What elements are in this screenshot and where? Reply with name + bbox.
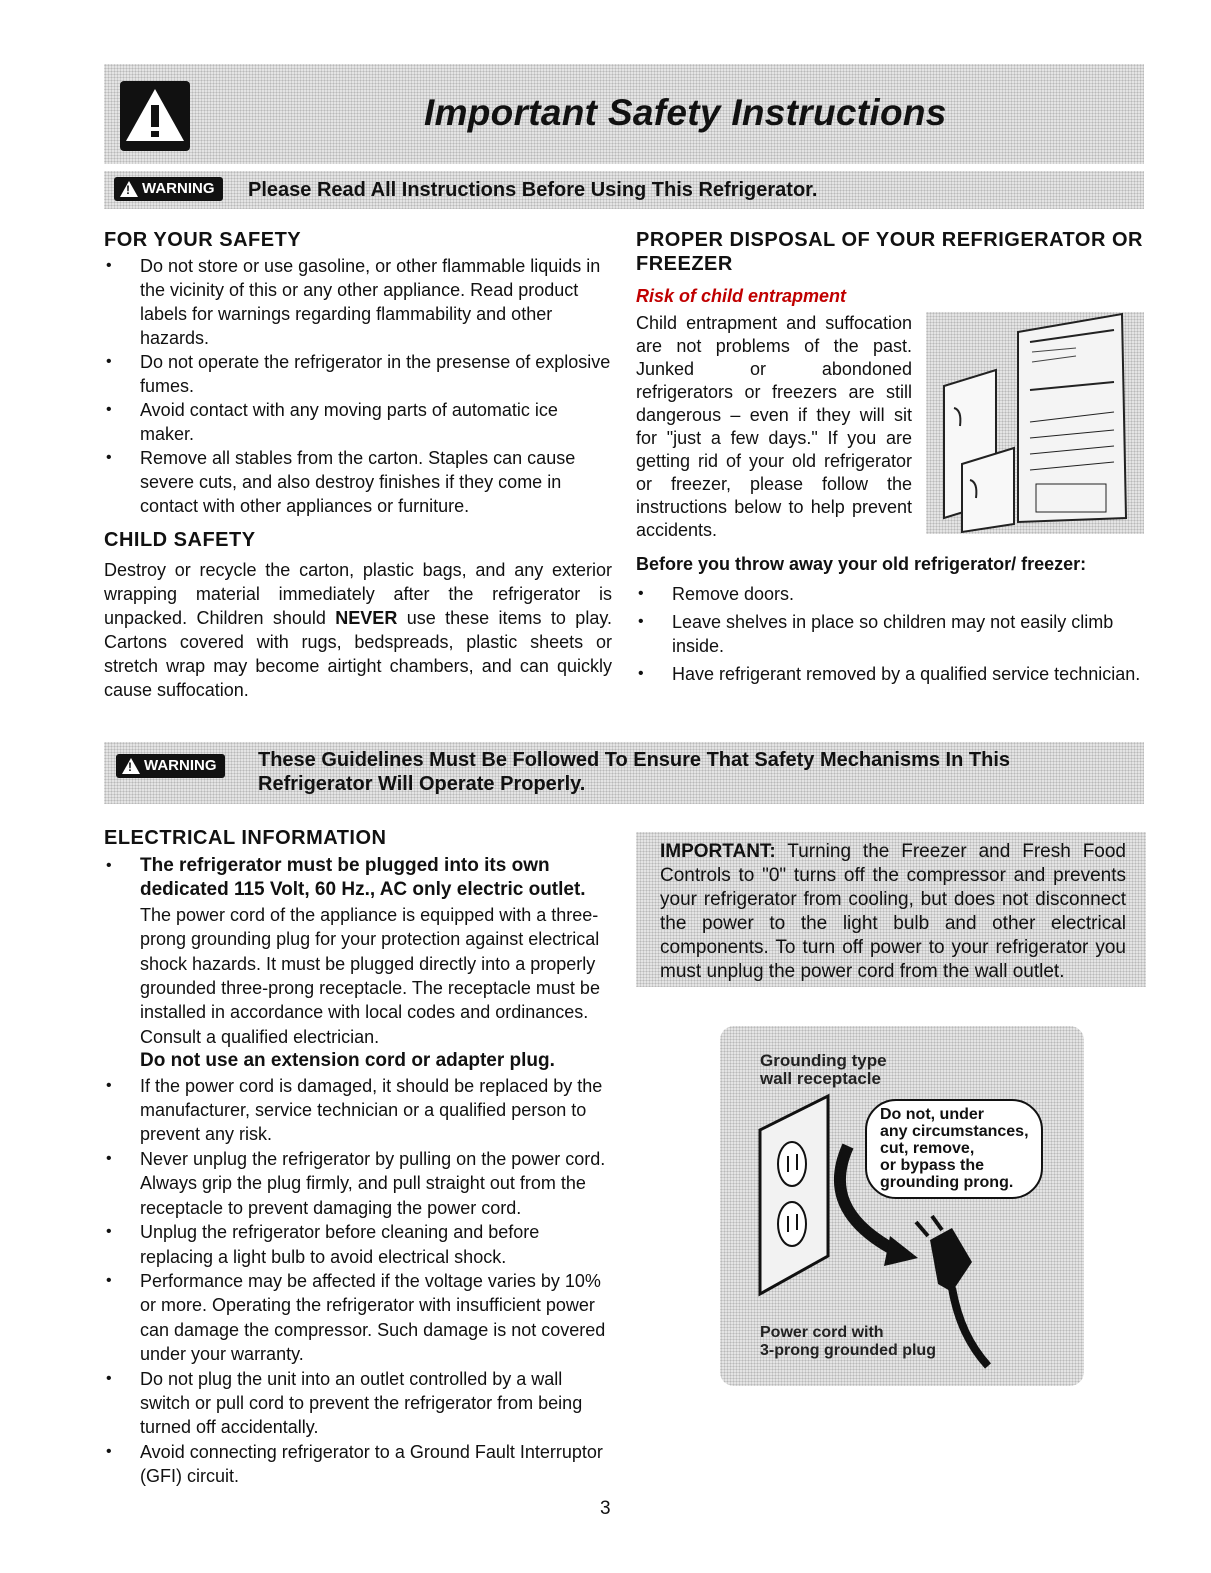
list-item: • Performance may be affected if the voltage varies by 10% or more. Operating the refrigerator with insufficient power can damage the compressor. Such damage is not covered under your warranty.: [104, 1269, 612, 1367]
electrical-list: [104, 854, 612, 1489]
refrigerator-illustration: [926, 312, 1144, 534]
list-item: • Avoid contact with any moving parts of automatic ice maker.: [104, 398, 612, 446]
power-cord-label: Power cord with 3-prong grounded plug: [760, 1324, 936, 1359]
disposal-list: [636, 582, 1144, 686]
important-notice-text: IMPORTANT: Turning the Freezer and Fresh Food Controls to "0" turns off the compressor and prevents your refrigerator from cooling, but does not disconnect the power to the light bulb and other electrical components. To turn off power to your refrigerator you must unplug the power cord from the wall outlet.: [660, 841, 1126, 982]
open-refrigerator-image: [926, 312, 1144, 534]
subheading-before-throw-away: Before you throw away your old refrigerator/ freezer:: [636, 554, 1087, 574]
safety-list: [104, 254, 612, 518]
warning-banner-text: Please Read All Instructions Before Using This Refrigerator.: [248, 179, 818, 201]
list-item: • Leave shelves in place so children may not easily climb inside.: [636, 610, 1144, 658]
warning-triangle-icon: [120, 81, 190, 151]
list-item: • If the power cord is damaged, it should be replaced by the manufacturer, service technician or a qualified person to prevent any risk.: [104, 1074, 612, 1147]
list-item: • Do not plug the unit into an outlet controlled by a wall switch or pull cord to prevent the refrigerator from being turned off accidentally.: [104, 1367, 612, 1440]
grounding-prong-warning-callout: Do not, under any circumstances, cut, remove, or bypass the grounding prong.: [880, 1106, 1029, 1191]
disposal-paragraph: Child entrapment and suffocation are not problems of the past. Junked or abondoned refrigerators or freezers are still dangerous – even if they will sit for "just a few days." If you are getting rid of your old refrigerator or freezer, please follow the instructions below to help prevent accidents.: [636, 313, 912, 540]
list-item: • Do not operate the refrigerator in the presense of explosive fumes.: [104, 350, 612, 398]
warning-triangle-icon: [120, 181, 138, 197]
warning-badge: ! WARNING: [116, 754, 225, 778]
warning-banner-read-instructions: [104, 171, 1144, 209]
important-notice-box: [636, 832, 1146, 987]
list-item: • Remove all stables from the carton. Staples can cause severe cuts, and also destroy finishes if they come in contact with other appliances or furniture.: [104, 446, 612, 518]
page-title: Important Safety Instructions: [424, 92, 947, 133]
subheading-risk-child-entrapment: Risk of child entrapment: [636, 286, 847, 306]
list-item: • Have refrigerant removed by a qualified service technician.: [636, 662, 1144, 686]
section-heading-electrical-information: ELECTRICAL INFORMATION: [104, 827, 387, 849]
warning-badge: ! WARNING: [114, 177, 223, 201]
section-heading-proper-disposal: PROPER DISPOSAL OF YOUR REFRIGERATOR OR FREEZER: [636, 229, 1143, 275]
right-column-disposal: [636, 228, 1144, 686]
list-item: • Unplug the refrigerator before cleaning and before replacing a light bulb to avoid electrical shock.: [104, 1220, 612, 1269]
list-item: • Never unplug the refrigerator by pulling on the power cord. Always grip the plug firmly, and pull straight out from the receptacle to prevent damaging the power cord.: [104, 1147, 612, 1220]
list-item: • Avoid connecting refrigerator to a Ground Fault Interruptor (GFI) circuit.: [104, 1440, 612, 1489]
warning-banner-text: These Guidelines Must Be Followed To Ensure That Safety Mechanisms In This Refrigerator Will Operate Properly.: [258, 749, 1010, 795]
receptacle-label: Grounding type wall receptacle: [760, 1051, 887, 1088]
electrical-information-section: [104, 826, 612, 1489]
list-item: • Remove doors.: [636, 582, 1144, 606]
list-item: • Do not store or use gasoline, or other flammable liquids in the vicinity of this or any other appliance. Read product labels for warnings regarding flammability and other hazards.: [104, 254, 612, 350]
page-number: 3: [600, 1498, 611, 1519]
child-safety-paragraph: Destroy or recycle the carton, plastic bags, and any exterior wrapping material immediately after the refrigerator is unpacked. Children should NEVER use these items to play. Cartons covered with rugs, bedspreads, plastic sheets or stretch wrap may become airtight chambers, and can quickly cause suffocation.: [104, 560, 612, 700]
left-column-safety: [104, 228, 612, 702]
section-heading-for-your-safety: FOR YOUR SAFETY: [104, 229, 302, 251]
header-band: [104, 64, 1144, 164]
warning-triangle-icon: [122, 758, 140, 774]
grounding-plug-figure: [720, 1026, 1084, 1386]
list-item: • The refrigerator must be plugged into its own dedicated 115 Volt, 60 Hz., AC only electric outlet. The power cord of the appliance is equipped with a three-prong grounding plug for your protection against electrical shock hazards. It must be plugged directly into a properly grounded three-prong receptacle. The receptacle must be installed in accordance with local codes and ordinances. Consult a qualified electrician. Do not use an extension cord or adapter plug.: [104, 854, 612, 1074]
section-heading-child-safety: CHILD SAFETY: [104, 529, 256, 551]
warning-banner-guidelines: [104, 742, 1144, 804]
